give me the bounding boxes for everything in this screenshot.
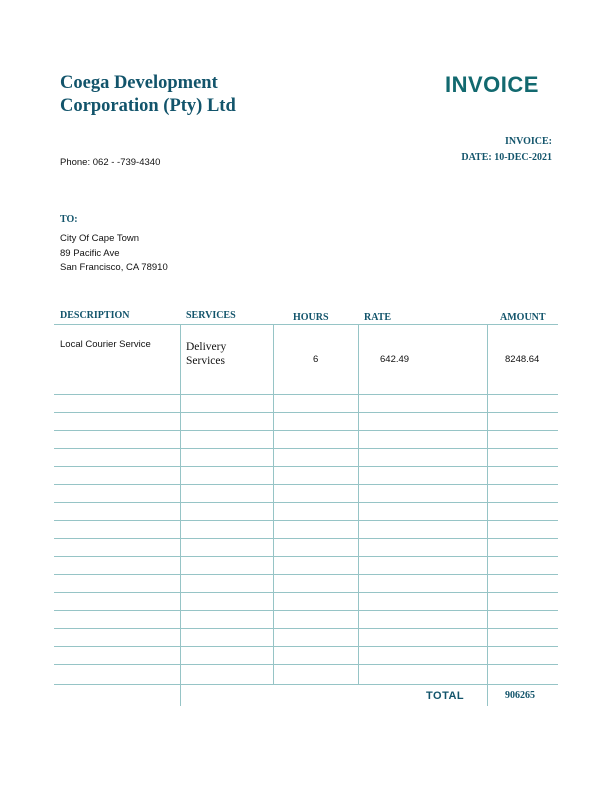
bill-to-street: 89 Pacific Ave [60, 247, 120, 259]
invoice-date: DATE: 10-DEC-2021 [461, 152, 552, 163]
column-divider [487, 324, 488, 706]
bill-to-label: TO: [60, 214, 78, 225]
table-rule [54, 646, 558, 647]
total-value: 906265 [505, 690, 535, 701]
table-rule [54, 502, 558, 503]
header-services: SERVICES [186, 310, 236, 321]
table-rule [54, 394, 558, 395]
row-services [186, 340, 226, 368]
row-rate: 642.49 [380, 354, 410, 365]
header-description: DESCRIPTION [60, 310, 130, 321]
table-rule [54, 448, 558, 449]
invoice-number-label: INVOICE: [504, 136, 552, 147]
header-amount: AMOUNT [500, 312, 546, 323]
table-rule [54, 484, 558, 485]
header-hours: HOURS [293, 312, 329, 323]
table-rule [54, 430, 558, 431]
table-rule [54, 556, 558, 557]
company-name-line1: Coega Development [60, 73, 218, 93]
header-rate: RATE [364, 312, 392, 323]
table-rule [54, 520, 558, 521]
table-rule [54, 538, 558, 539]
table-rule [54, 684, 558, 685]
column-divider [180, 324, 181, 706]
bill-to-city: San Francisco, CA 78910 [60, 262, 168, 273]
company-phone: Phone: 062 - -739-4340 [60, 157, 161, 168]
bill-to-name: City Of Cape Town [60, 233, 140, 244]
table-rule [54, 628, 558, 629]
invoice-title: INVOICE [445, 72, 539, 97]
table-rule [54, 610, 558, 611]
column-divider [358, 324, 359, 684]
total-label: TOTAL [426, 690, 465, 702]
column-divider [273, 324, 274, 684]
bill-to-address [60, 232, 168, 276]
company-name-line2: Corporation (Pty) Ltd [60, 96, 236, 116]
table-rule [54, 592, 558, 593]
row-hours: 6 [313, 354, 319, 365]
row-amount: 8248.64 [505, 354, 540, 365]
table-rule [54, 466, 558, 467]
row-services-line2: Services [186, 355, 225, 367]
row-services-line1: Delivery [186, 341, 227, 353]
table-rule [54, 574, 558, 575]
table-rule [54, 324, 558, 325]
table-rule [54, 412, 558, 413]
row-description: Local Courier Service [60, 339, 151, 350]
company-name [60, 72, 236, 118]
table-rule [54, 664, 558, 665]
